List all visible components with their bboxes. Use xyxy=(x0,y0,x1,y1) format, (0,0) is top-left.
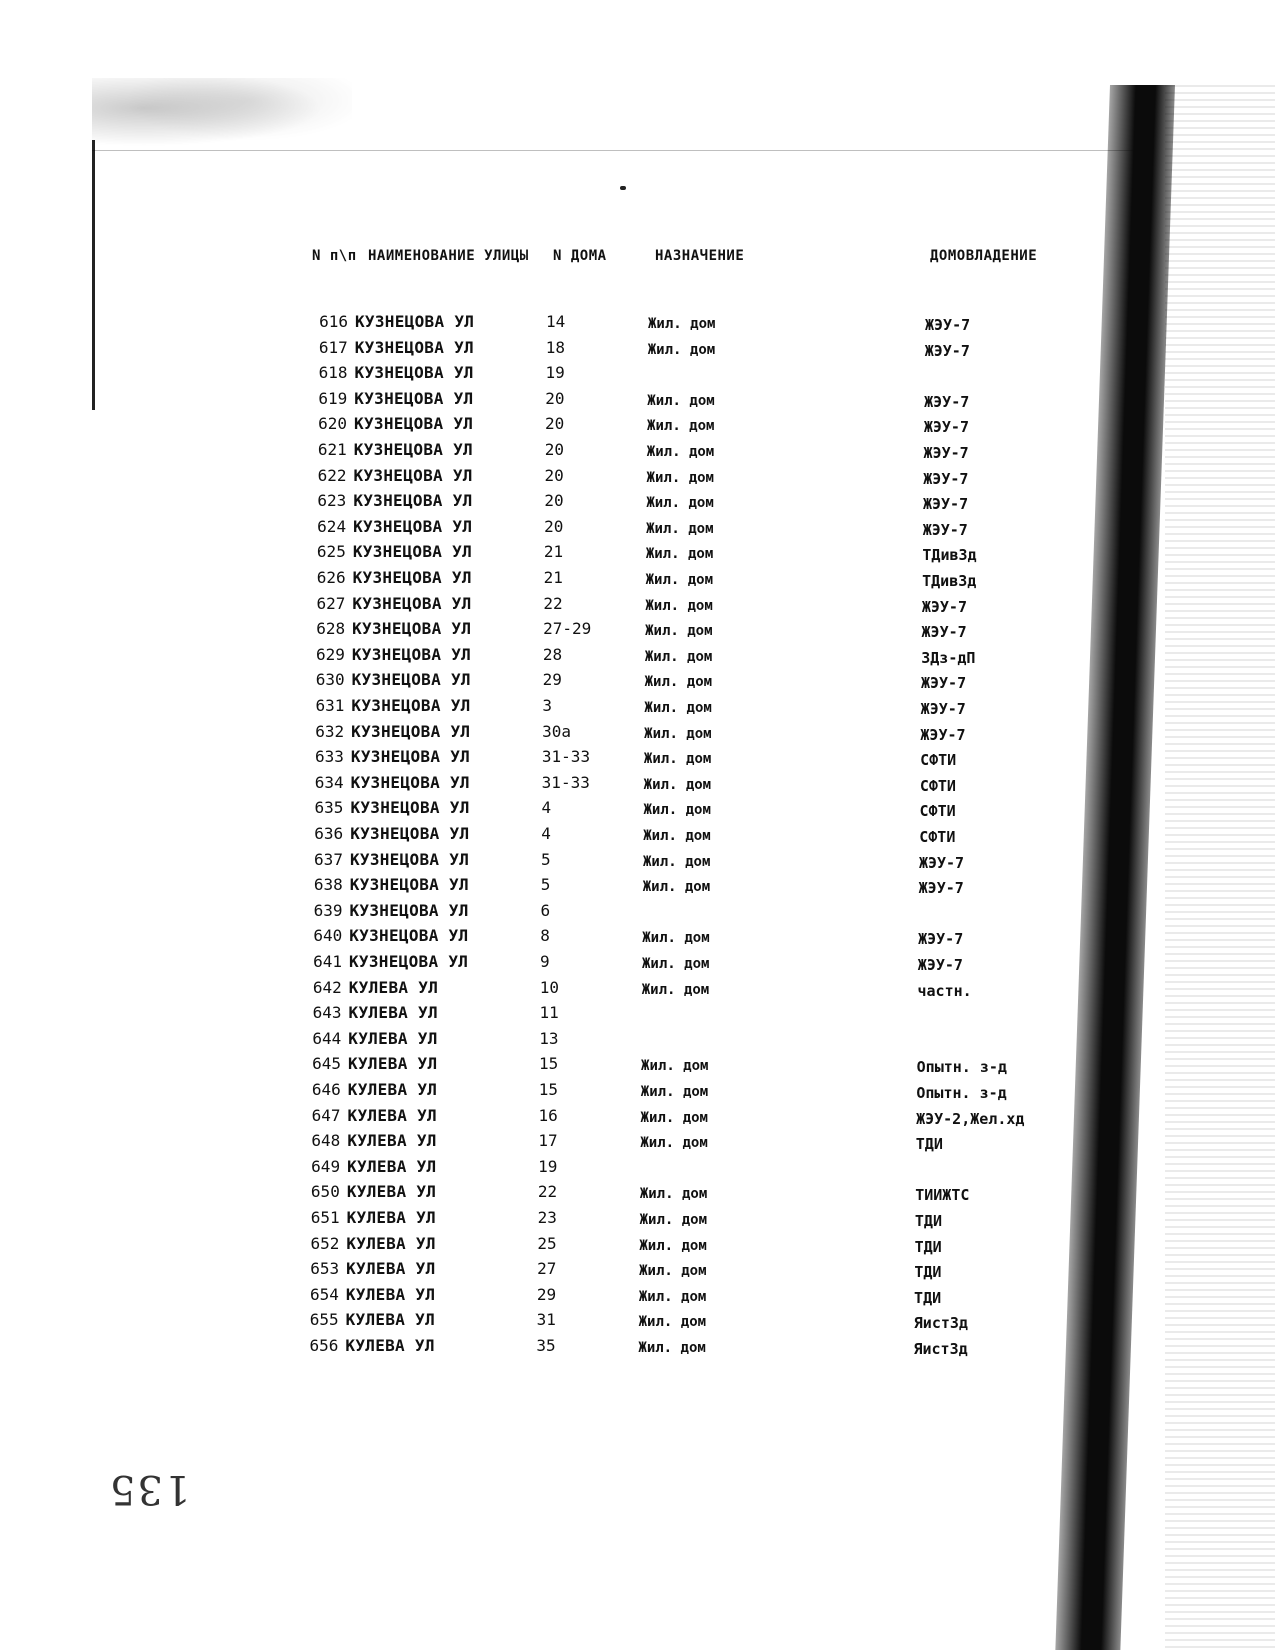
cell-num: 642 xyxy=(312,977,342,997)
table-row xyxy=(0,952,1100,974)
cell-street: КУЛЕВА УЛ xyxy=(347,1105,437,1125)
cell-owner: ЖЭУ-7 xyxy=(923,418,969,437)
cell-street: КУЗНЕЦОВА УЛ xyxy=(350,747,471,767)
cell-owner: СФТИ xyxy=(919,776,956,795)
cell-num: 631 xyxy=(315,696,345,715)
cell-street: КУЛЕВА УЛ xyxy=(348,1054,438,1074)
table-row xyxy=(0,747,1100,769)
table-row xyxy=(0,1131,1100,1153)
table-row xyxy=(0,1029,1100,1051)
cell-owner: Опытн. з-д xyxy=(916,1058,1007,1077)
cell-purpose: Жил. дом xyxy=(640,1084,709,1100)
header-street: НАИМЕНОВАНИЕ УЛИЦЫ xyxy=(368,248,529,264)
cell-purpose: Жил. дом xyxy=(644,725,712,742)
cell-purpose: Жил. дом xyxy=(643,802,711,819)
cell-street: КУЛЕВА УЛ xyxy=(346,1233,436,1253)
cell-num: 648 xyxy=(311,1131,341,1151)
cell-house: 17 xyxy=(538,1131,558,1151)
cell-house: 35 xyxy=(536,1336,556,1355)
cell-owner: ЖЭУ-7 xyxy=(920,725,966,744)
cell-num: 616 xyxy=(319,312,348,331)
cell-street: КУЛЕВА УЛ xyxy=(345,1310,436,1330)
cell-house: 20 xyxy=(544,440,565,459)
cell-owner: ЖЭУ-7 xyxy=(923,444,969,462)
cell-house: 21 xyxy=(543,568,563,587)
cell-num: 645 xyxy=(312,1054,342,1074)
table-row xyxy=(0,568,1100,590)
scan-artifact-right-noise xyxy=(1165,85,1275,1650)
cell-owner: ТДИ xyxy=(914,1263,942,1282)
cell-num: 625 xyxy=(316,542,346,562)
cell-owner: частн. xyxy=(917,981,972,1000)
cell-street: КУЛЕВА УЛ xyxy=(348,977,439,997)
cell-purpose: Жил. дом xyxy=(645,623,713,640)
cell-street: КУЗНЕЦОВА УЛ xyxy=(354,337,474,357)
cell-house: 5 xyxy=(540,875,551,895)
table-row xyxy=(0,1003,1100,1025)
cell-num: 643 xyxy=(312,1003,342,1023)
cell-purpose: Жил. дом xyxy=(645,572,714,588)
cell-house: 20 xyxy=(544,516,564,536)
cell-street: КУЗНЕЦОВА УЛ xyxy=(354,388,474,408)
cell-street: КУЗНЕЦОВА УЛ xyxy=(349,849,470,869)
cell-num: 626 xyxy=(316,568,346,587)
table-row xyxy=(0,363,1100,385)
cell-purpose: Жил. дом xyxy=(639,1237,707,1254)
cell-owner: ТДИ xyxy=(915,1135,943,1154)
cell-house: 5 xyxy=(540,849,551,869)
cell-num: 617 xyxy=(318,337,348,357)
cell-num: 620 xyxy=(318,414,348,434)
cell-owner: ЗДз-дП xyxy=(921,648,976,667)
table-row xyxy=(0,850,1100,872)
cell-street: КУЗНЕЦОВА УЛ xyxy=(352,542,473,562)
cell-purpose: Жил. дом xyxy=(642,930,710,947)
cell-purpose: Жил. дом xyxy=(641,1058,709,1075)
cell-house: 27 xyxy=(537,1259,557,1279)
cell-num: 646 xyxy=(311,1080,341,1099)
table-row xyxy=(0,414,1100,436)
cell-num: 656 xyxy=(309,1336,339,1355)
cell-purpose: Жил. дом xyxy=(639,1186,708,1203)
cell-owner: ЖЭУ-7 xyxy=(925,316,971,334)
cell-owner: ТДИ xyxy=(914,1212,942,1230)
cell-owner: ЖЭУ-7 xyxy=(922,495,969,514)
table-row xyxy=(0,1285,1100,1307)
table-row xyxy=(0,875,1100,897)
cell-owner: ЖЭУ-7 xyxy=(924,392,970,411)
cell-street: КУЛЕВА УЛ xyxy=(348,1003,438,1023)
cell-num: 636 xyxy=(314,824,344,843)
cell-owner: ЖЭУ-7 xyxy=(924,341,970,360)
handwritten-page-number: 135 xyxy=(108,1466,191,1512)
cell-house: 4 xyxy=(541,824,551,843)
cell-purpose: Жил. дом xyxy=(645,546,714,563)
cell-num: 633 xyxy=(315,747,344,767)
table-row xyxy=(0,1208,1100,1230)
table-row xyxy=(0,619,1100,641)
cell-street: КУЗНЕЦОВА УЛ xyxy=(351,670,471,690)
cell-num: 622 xyxy=(317,465,347,485)
cell-owner: ЖЭУ-7 xyxy=(918,930,964,949)
cell-num: 621 xyxy=(317,440,347,459)
cell-owner: ЖЭУ-7 xyxy=(920,700,966,718)
cell-house: 16 xyxy=(538,1105,558,1125)
cell-purpose: Жил. дом xyxy=(644,700,712,716)
table-row xyxy=(0,1336,1100,1358)
cell-street: КУЛЕВА УЛ xyxy=(347,1080,438,1099)
table-row xyxy=(0,1259,1100,1281)
cell-street: КУЗНЕЦОВА УЛ xyxy=(351,721,471,741)
table-row xyxy=(0,670,1100,692)
cell-street: КУЛЕВА УЛ xyxy=(345,1336,435,1355)
cell-purpose: Жил. дом xyxy=(640,1109,708,1126)
scan-artifact-top-rule xyxy=(92,150,1152,151)
cell-purpose: Жил. дом xyxy=(645,597,713,614)
cell-street: КУЗНЕЦОВА УЛ xyxy=(350,798,470,818)
cell-house: 20 xyxy=(544,491,564,511)
table-row xyxy=(0,901,1100,923)
cell-purpose: Жил. дом xyxy=(646,520,714,537)
cell-num: 653 xyxy=(310,1259,340,1279)
cell-num: 641 xyxy=(313,952,342,971)
cell-num: 652 xyxy=(310,1233,340,1253)
cell-house: 31 xyxy=(536,1310,556,1330)
cell-num: 649 xyxy=(311,1156,341,1176)
cell-house: 21 xyxy=(543,542,564,562)
cell-owner: ЯистЗд xyxy=(913,1340,968,1358)
cell-street: КУЛЕВА УЛ xyxy=(347,1131,437,1151)
cell-owner: СФТИ xyxy=(920,751,957,770)
cell-street: КУЗНЕЦОВА УЛ xyxy=(349,952,469,971)
cell-purpose: Жил. дом xyxy=(642,853,711,870)
cell-owner: ТДивЗд xyxy=(922,572,977,590)
table-row xyxy=(0,1182,1100,1204)
cell-purpose: Жил. дом xyxy=(647,418,715,435)
cell-street: КУЗНЕЦОВА УЛ xyxy=(352,568,472,587)
header-owner: ДОМОВЛАДЕНИЕ xyxy=(930,248,1038,264)
cell-street: КУЗНЕЦОВА УЛ xyxy=(353,491,473,511)
cell-street: КУЛЕВА УЛ xyxy=(347,1156,437,1176)
cell-house: 19 xyxy=(545,363,565,383)
cell-purpose: Жил. дом xyxy=(639,1263,707,1280)
cell-house: 29 xyxy=(536,1284,557,1304)
cell-num: 639 xyxy=(313,900,343,920)
cell-num: 629 xyxy=(315,644,345,664)
scan-artifact-top xyxy=(92,78,352,153)
cell-house: 29 xyxy=(542,670,562,690)
cell-owner: ЖЭУ-7 xyxy=(921,623,967,642)
cell-house: 30а xyxy=(542,721,572,741)
cell-street: КУЛЕВА УЛ xyxy=(346,1182,437,1202)
table-row xyxy=(0,542,1100,564)
cell-street: КУЛЕВА УЛ xyxy=(346,1259,436,1279)
cell-house: 28 xyxy=(542,644,563,664)
cell-house: 22 xyxy=(537,1182,558,1202)
cell-street: КУЛЕВА УЛ xyxy=(345,1284,436,1304)
cell-house: 19 xyxy=(538,1156,558,1176)
cell-house: 20 xyxy=(545,388,565,408)
cell-street: КУЗНЕЦОВА УЛ xyxy=(350,772,470,792)
cell-purpose: Жил. дом xyxy=(638,1314,707,1331)
table-row xyxy=(0,338,1100,360)
table-row xyxy=(0,798,1100,820)
cell-street: КУЗНЕЦОВА УЛ xyxy=(350,824,470,843)
cell-street: КУЛЕВА УЛ xyxy=(346,1208,436,1227)
cell-house: 8 xyxy=(540,926,550,946)
cell-owner: СФТИ xyxy=(919,828,956,846)
cell-owner: ТИИЖТС xyxy=(915,1186,970,1205)
cell-num: 647 xyxy=(311,1105,341,1125)
cell-street: КУЛЕВА УЛ xyxy=(348,1028,438,1048)
cell-street: КУЗНЕЦОВА УЛ xyxy=(351,644,472,664)
cell-num: 655 xyxy=(309,1310,339,1330)
cell-street: КУЗНЕЦОВА УЛ xyxy=(354,414,474,434)
cell-num: 640 xyxy=(313,926,343,946)
cell-house: 18 xyxy=(545,337,566,357)
cell-house: 15 xyxy=(538,1080,559,1099)
table-row xyxy=(0,696,1100,718)
cell-owner: ЖЭУ-7 xyxy=(920,674,967,693)
cell-house: 20 xyxy=(545,414,565,434)
table-row xyxy=(0,1106,1100,1128)
cell-purpose: Жил. дом xyxy=(644,648,713,665)
cell-owner: ЖЭУ-7 xyxy=(917,956,963,974)
cell-house: 20 xyxy=(544,465,564,485)
cell-purpose: Жил. дом xyxy=(647,341,716,358)
table-row xyxy=(0,1157,1100,1179)
cell-owner: Опытн. з-д xyxy=(916,1084,1007,1102)
table-row xyxy=(0,389,1100,411)
cell-street: КУЗНЕЦОВА УЛ xyxy=(353,516,473,536)
table-row xyxy=(0,1234,1100,1256)
header-num: N п\п xyxy=(312,248,357,264)
cell-street: КУЗНЕЦОВА УЛ xyxy=(352,619,472,639)
cell-num: 632 xyxy=(315,721,345,741)
cell-num: 619 xyxy=(318,388,348,408)
cell-num: 628 xyxy=(316,619,346,639)
cell-purpose: Жил. дом xyxy=(643,776,712,793)
cell-owner: ЖЭУ-7 xyxy=(922,520,968,539)
cell-house: 14 xyxy=(546,312,566,331)
cell-street: КУЗНЕЦОВА УЛ xyxy=(355,312,475,331)
table-row xyxy=(0,440,1100,462)
cell-num: 618 xyxy=(318,363,348,383)
table-row xyxy=(0,491,1100,513)
table-row xyxy=(0,978,1100,1000)
cell-house: 31-33 xyxy=(541,772,590,792)
cell-house: 3 xyxy=(542,696,553,715)
table-row xyxy=(0,773,1100,795)
cell-owner: ТДивЗд xyxy=(922,546,977,565)
cell-house: 15 xyxy=(539,1054,559,1074)
header-house: N ДОМА xyxy=(553,248,607,264)
cell-street: КУЗНЕЦОВА УЛ xyxy=(349,926,469,946)
cell-num: 627 xyxy=(316,593,346,613)
header-purpose: НАЗНАЧЕНИЕ xyxy=(655,248,745,264)
table-row xyxy=(0,926,1100,948)
cell-num: 638 xyxy=(313,875,343,895)
cell-street: КУЗНЕЦОВА УЛ xyxy=(353,440,473,459)
cell-num: 650 xyxy=(310,1182,340,1202)
cell-house: 23 xyxy=(537,1208,557,1227)
cell-num: 644 xyxy=(312,1028,342,1048)
cell-purpose: Жил. дом xyxy=(639,1212,708,1228)
cell-street: КУЗНЕЦОВА УЛ xyxy=(351,696,471,715)
cell-num: 630 xyxy=(315,670,345,690)
cell-purpose: Жил. дом xyxy=(648,316,716,332)
cell-purpose: Жил. дом xyxy=(643,828,711,844)
cell-owner: ТДИ xyxy=(914,1288,942,1307)
cell-house: 27-29 xyxy=(543,619,592,639)
table-row xyxy=(0,466,1100,488)
table-row xyxy=(0,1310,1100,1332)
cell-street: КУЗНЕЦОВА УЛ xyxy=(352,593,472,613)
cell-owner: ЖЭУ-7 xyxy=(921,597,967,616)
cell-purpose: Жил. дом xyxy=(642,879,711,896)
cell-house: 6 xyxy=(540,900,551,920)
cell-owner: ЖЭУ-7 xyxy=(923,469,969,488)
cell-purpose: Жил. дом xyxy=(642,956,710,972)
cell-purpose: Жил. дом xyxy=(640,1135,708,1152)
cell-house: 9 xyxy=(540,952,550,971)
cell-purpose: Жил. дом xyxy=(643,751,712,768)
cell-house: 13 xyxy=(539,1028,559,1048)
table-row xyxy=(0,594,1100,616)
cell-purpose: Жил. дом xyxy=(644,674,713,691)
cell-owner: ЖЭУ-2,Жел.хд xyxy=(916,1109,1025,1128)
cell-street: КУЗНЕЦОВА УЛ xyxy=(353,465,473,485)
cell-house: 10 xyxy=(539,977,560,997)
cell-house: 25 xyxy=(537,1233,557,1253)
cell-owner: СФТИ xyxy=(919,802,956,821)
cell-num: 637 xyxy=(314,849,343,869)
table-row xyxy=(0,312,1100,334)
cell-owner: ТДИ xyxy=(914,1237,942,1256)
cell-purpose: Жил. дом xyxy=(646,469,714,486)
table-row xyxy=(0,517,1100,539)
cell-purpose: Жил. дом xyxy=(638,1288,707,1305)
cell-num: 654 xyxy=(309,1284,339,1304)
cell-house: 22 xyxy=(543,593,563,613)
cell-street: КУЗНЕЦОВА УЛ xyxy=(354,363,474,383)
table-row xyxy=(0,824,1100,846)
cell-purpose: Жил. дом xyxy=(646,495,714,512)
cell-house: 4 xyxy=(541,798,552,818)
cell-owner: ЖЭУ-7 xyxy=(918,853,965,872)
cell-house: 31-33 xyxy=(541,747,591,767)
table-row xyxy=(0,1054,1100,1076)
scan-dot xyxy=(620,186,626,190)
table-row xyxy=(0,645,1100,667)
cell-street: КУЗНЕЦОВА УЛ xyxy=(349,875,469,895)
cell-purpose: Жил. дом xyxy=(647,392,715,409)
cell-num: 651 xyxy=(310,1208,340,1227)
cell-owner: ЖЭУ-7 xyxy=(918,879,964,898)
cell-num: 635 xyxy=(314,798,344,818)
cell-num: 623 xyxy=(317,491,347,511)
cell-purpose: Жил. дом xyxy=(641,981,710,998)
cell-num: 624 xyxy=(317,516,347,536)
cell-purpose: Жил. дом xyxy=(646,444,715,460)
cell-purpose: Жил. дом xyxy=(638,1340,706,1356)
cell-num: 634 xyxy=(314,772,344,792)
table-row xyxy=(0,722,1100,744)
cell-owner: ЯистЗд xyxy=(913,1314,968,1333)
cell-street: КУЗНЕЦОВА УЛ xyxy=(349,900,469,920)
cell-house: 11 xyxy=(539,1003,559,1023)
table-row xyxy=(0,1080,1100,1102)
